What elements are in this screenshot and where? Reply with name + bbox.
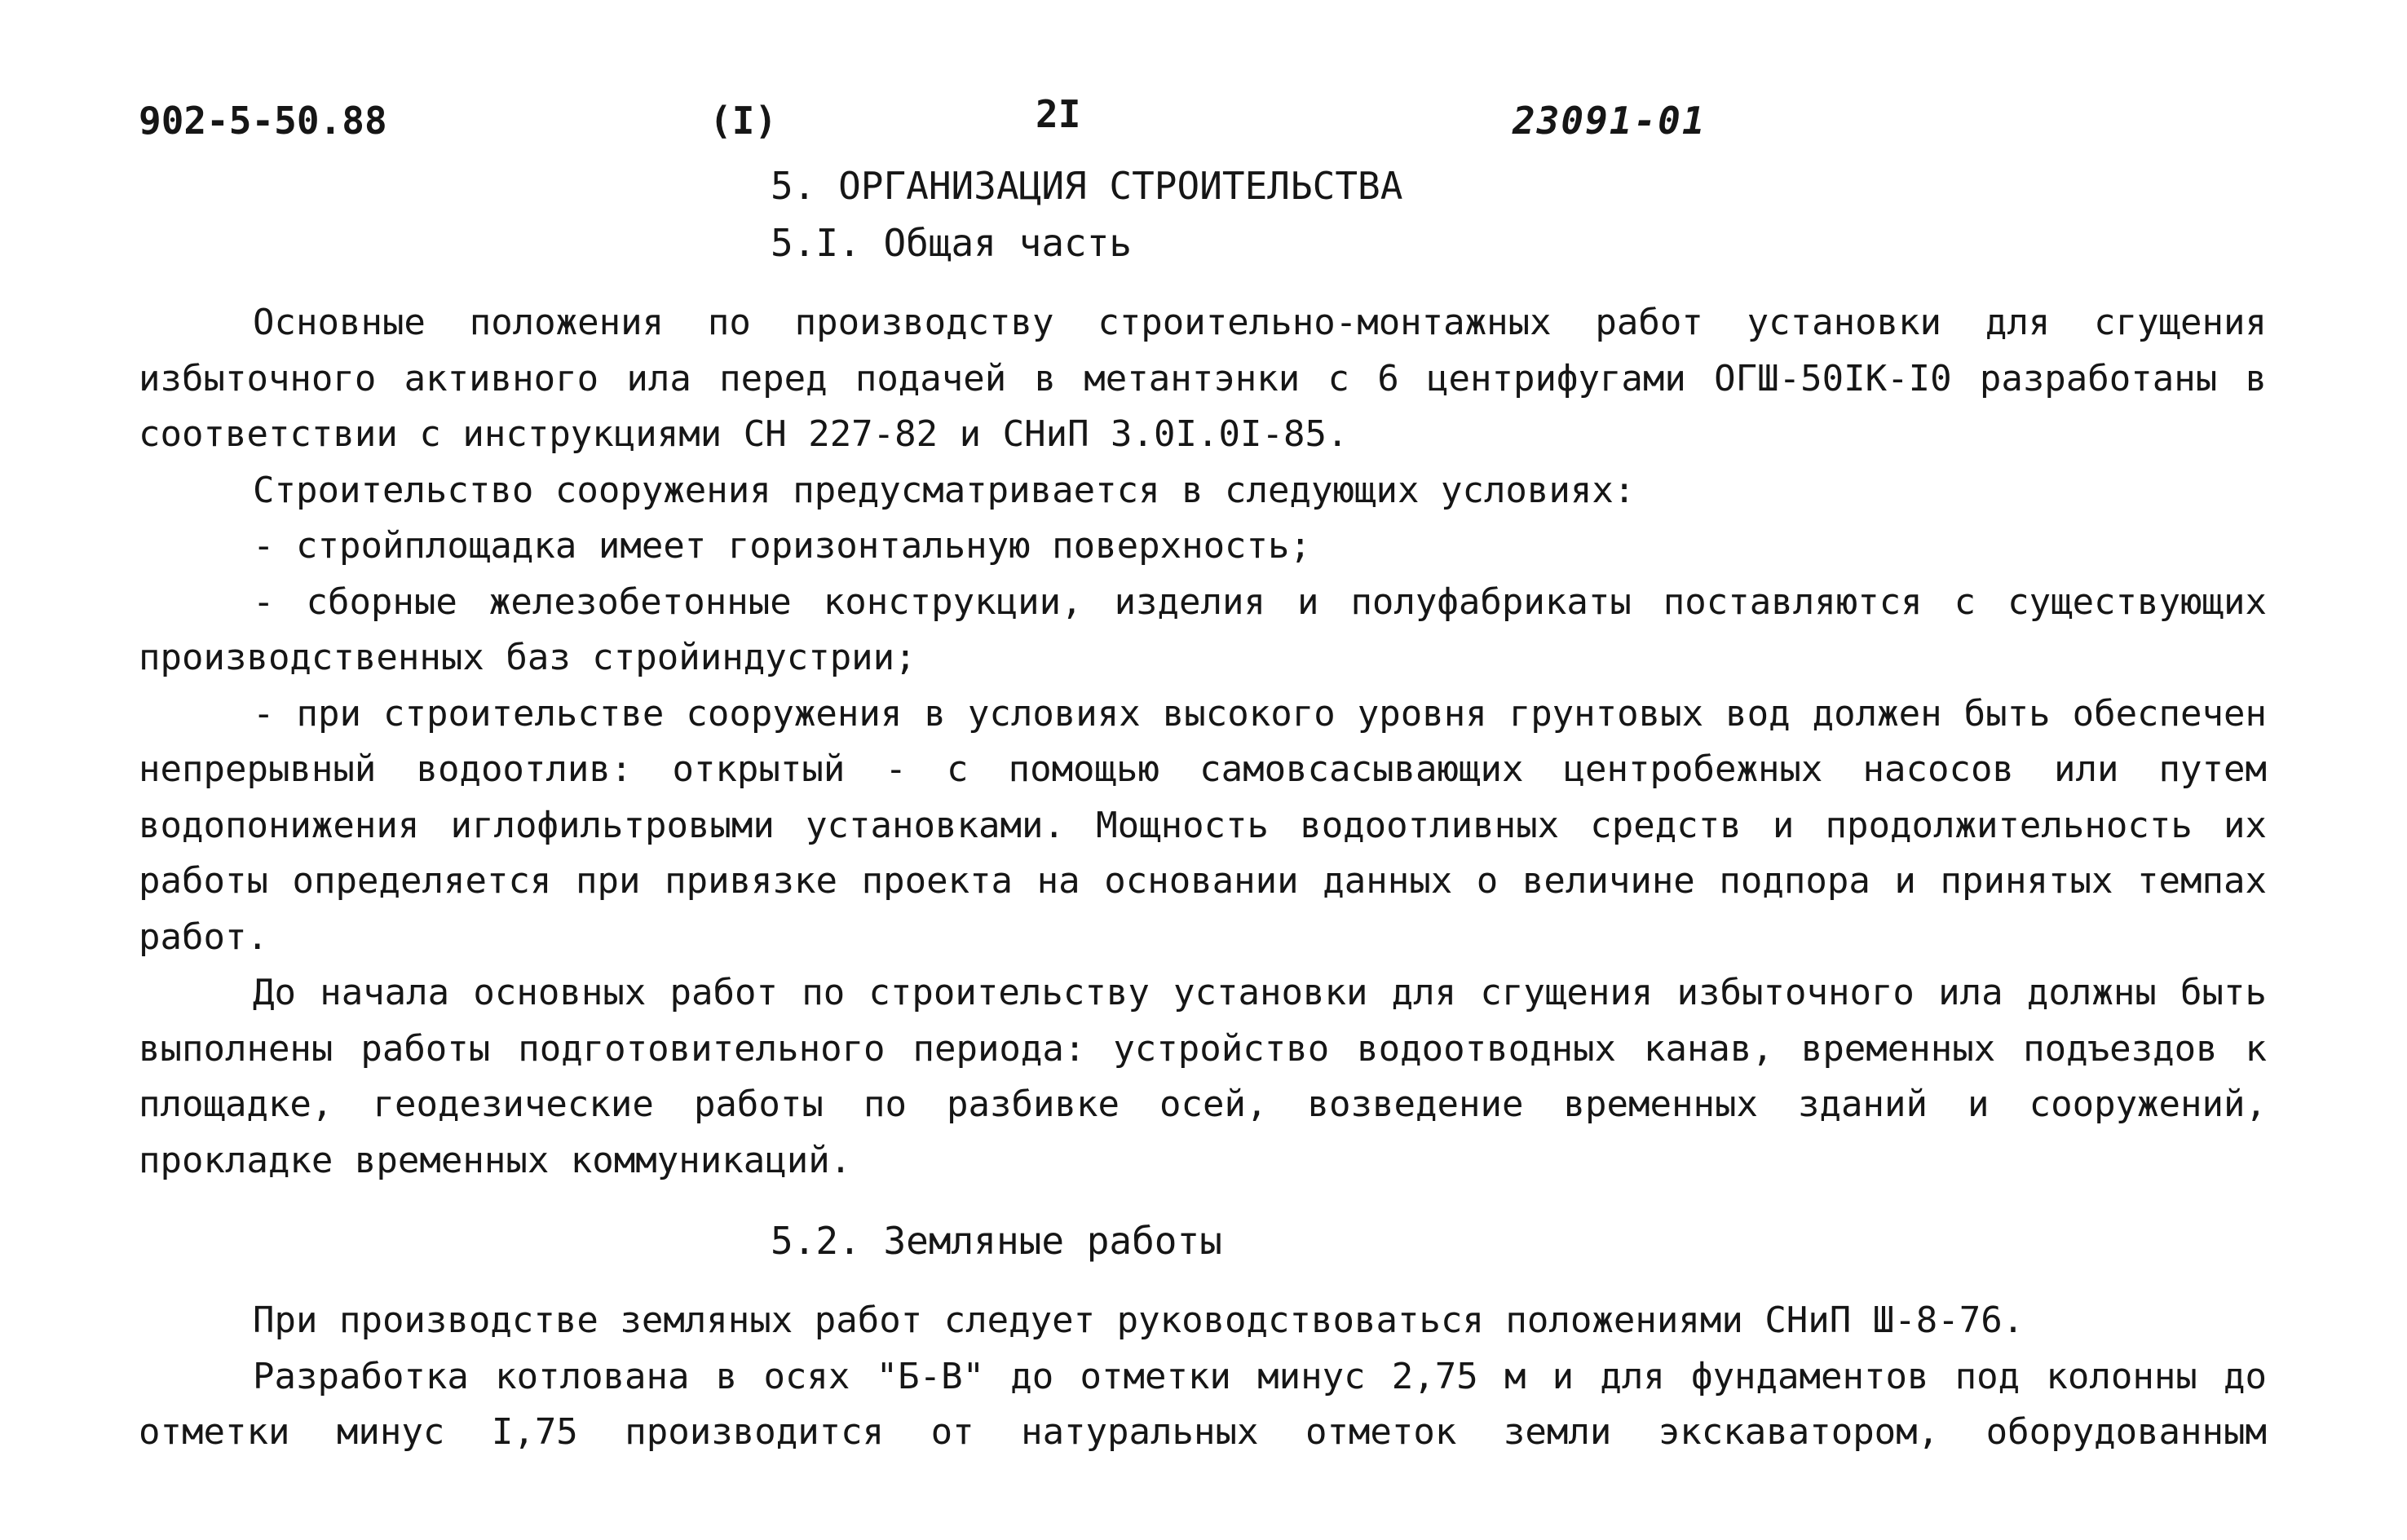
list-item: - при строительстве сооружения в условиях высокого уровня грунтовых вод должен быть обеспечен непрерывный водоотлив: открытый - с помощью самовсасывающих центробежных насосов или путем водопонижения иглофильтровыми установками. Мощность водоотливных средств и продолжительность их работы определяется при привязке проекта на основании данных о величине подпора и принятых темпах работ. <box>139 692 2267 958</box>
paragraph: Строительство сооружения предусматривается в следующих условиях: <box>253 469 1636 511</box>
subsection-title-earthworks: 5.2. Земляные работы <box>771 1219 1222 1263</box>
page-number: 2I <box>1036 92 1081 136</box>
list-item: - сборные железобетонные конструкции, изделия и полуфабрикаты поставляются с существующих производственных баз стройиндустрии; <box>139 580 2267 678</box>
sheet-marker: (I) <box>709 99 778 143</box>
list-item: - стройплощадка имеет горизонтальную поверхность; <box>253 525 1312 567</box>
document-code: 902-5-50.88 <box>139 99 387 143</box>
subsection-title-general: 5.I. Общая часть <box>771 221 1133 265</box>
general-part-text <box>139 295 2267 1189</box>
paragraph: Основные положения по производству строительно-монтажных работ установки для сгущения избыточного активного ила перед подачей в метантэнки с 6 центрифугами ОГШ-50IК-I0 разработаны в соответствии с инструкциями СН 227-82 и СНиП 3.0I.0I-85. <box>139 302 2267 455</box>
inventory-number: 23091-01 <box>1513 99 1707 143</box>
paragraph: Разработка котлована в осях "Б-В" до отметки минус 2,75 м и для фундаментов под колонны до отметки минус I,75 производится от натуральных отметок земли экскаватором, оборудованным <box>139 1355 2267 1453</box>
paragraph: При производстве земляных работ следует руководствоваться положениями СНиП Ш-8-76. <box>253 1300 2025 1341</box>
earthworks-text <box>139 1293 2267 1461</box>
paragraph: До начала основных работ по строительству установки для сгущения избыточного ила должны быть выполнены работы подготовительного периода: устройство водоотводных канав, временных подъездов к площадке, геодезические работы по разбивке осей, возведение временных зданий и сооружений, прокладке временных коммуникаций. <box>139 972 2267 1181</box>
section-title: 5. ОРГАНИЗАЦИЯ СТРОИТЕЛЬСТВА <box>771 164 1403 208</box>
